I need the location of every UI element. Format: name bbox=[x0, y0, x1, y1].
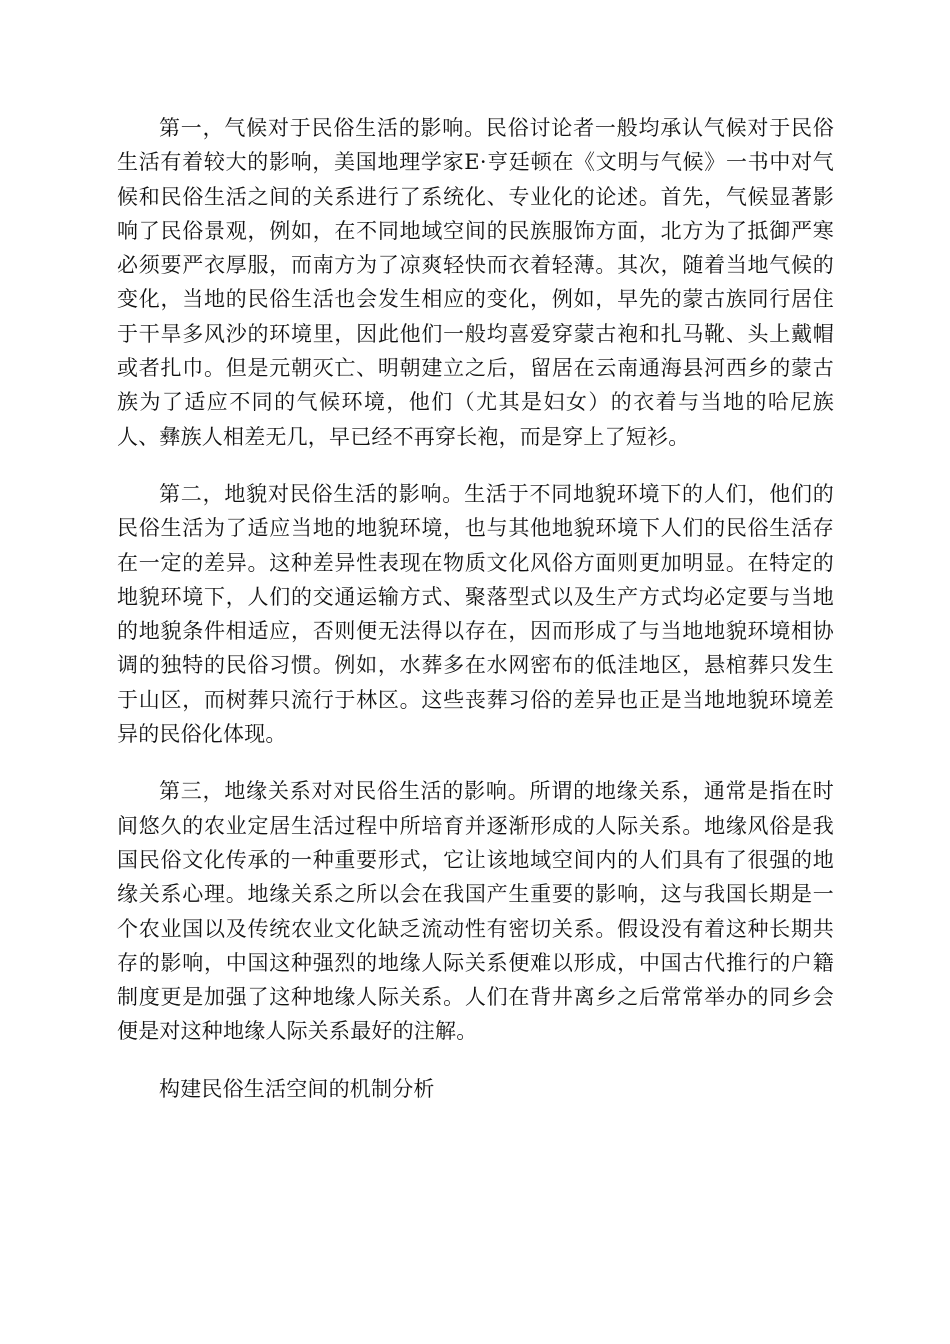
document-body bbox=[117, 111, 834, 1106]
paragraph-climate: 第一，气候对于民俗生活的影响。民俗讨论者一般均承认气候对于民俗生活有着较大的影响，美国地理学家E·亨廷顿在《文明与气候》一书中对气候和民俗生活之间的关系进行了系统化、专业化的论述。首先，气候显著影响了民俗景观，例如，在不同地域空间的民族服饰方面，北方为了抵御严寒必须要严衣厚服，而南方为了凉爽轻快而衣着轻薄。其次，随着当地气候的变化，当地的民俗生活也会发生相应的变化，例如，早先的蒙古族同行居住于干旱多风沙的环境里，因此他们一般均喜爱穿蒙古袍和扎马靴、头上戴帽或者扎巾。但是元朝灭亡、明朝建立之后，留居在云南通海县河西乡的蒙古族为了适应不同的气候环境，他们（尤其是妇女）的衣着与当地的哈尼族人、彝族人相差无几，早已经不再穿长袍，而是穿上了短衫。 bbox=[117, 116, 834, 449]
paragraph-landform: 第二，地貌对民俗生活的影响。生活于不同地貌环境下的人们，他们的民俗生活为了适应当地的地貌环境，也与其他地貌环境下人们的民俗生活存在一定的差异。这种差异性表现在物质文化风俗方面则更加明显。在特定的地貌环境下，人们的交通运输方式、聚落型式以及生产方式均必定要与当地的地貌条件相适应，否则便无法得以存在，因而形成了与当地地貌环境相协调的独特的民俗习惯。例如，水葬多在水网密布的低洼地区，悬棺葬只发生于山区，而树葬只流行于林区。这些丧葬习俗的差异也正是当地地貌环境差异的民俗化体现。 bbox=[117, 481, 834, 747]
paragraph-geo-relations: 第三，地缘关系对对民俗生活的影响。所谓的地缘关系，通常是指在时间悠久的农业定居生活过程中所培育并逐渐形成的人际关系。地缘风俗是我国民俗文化传承的一种重要形式，它让该地域空间内的人们具有了很强的地缘关系心理。地缘关系之所以会在我国产生重要的影响，这与我国长期是一个农业国以及传统农业文化缺乏流动性有密切关系。假设没有着这种长期共存的影响，中国这种强烈的地缘人际关系便难以形成，中国古代推行的户籍制度更是加强了这种地缘人际关系。人们在背井离乡之后常常举办的同乡会便是对这种地缘人际关系最好的注解。 bbox=[117, 779, 834, 1044]
section-heading: 构建民俗生活空间的机制分析 bbox=[159, 1076, 435, 1101]
